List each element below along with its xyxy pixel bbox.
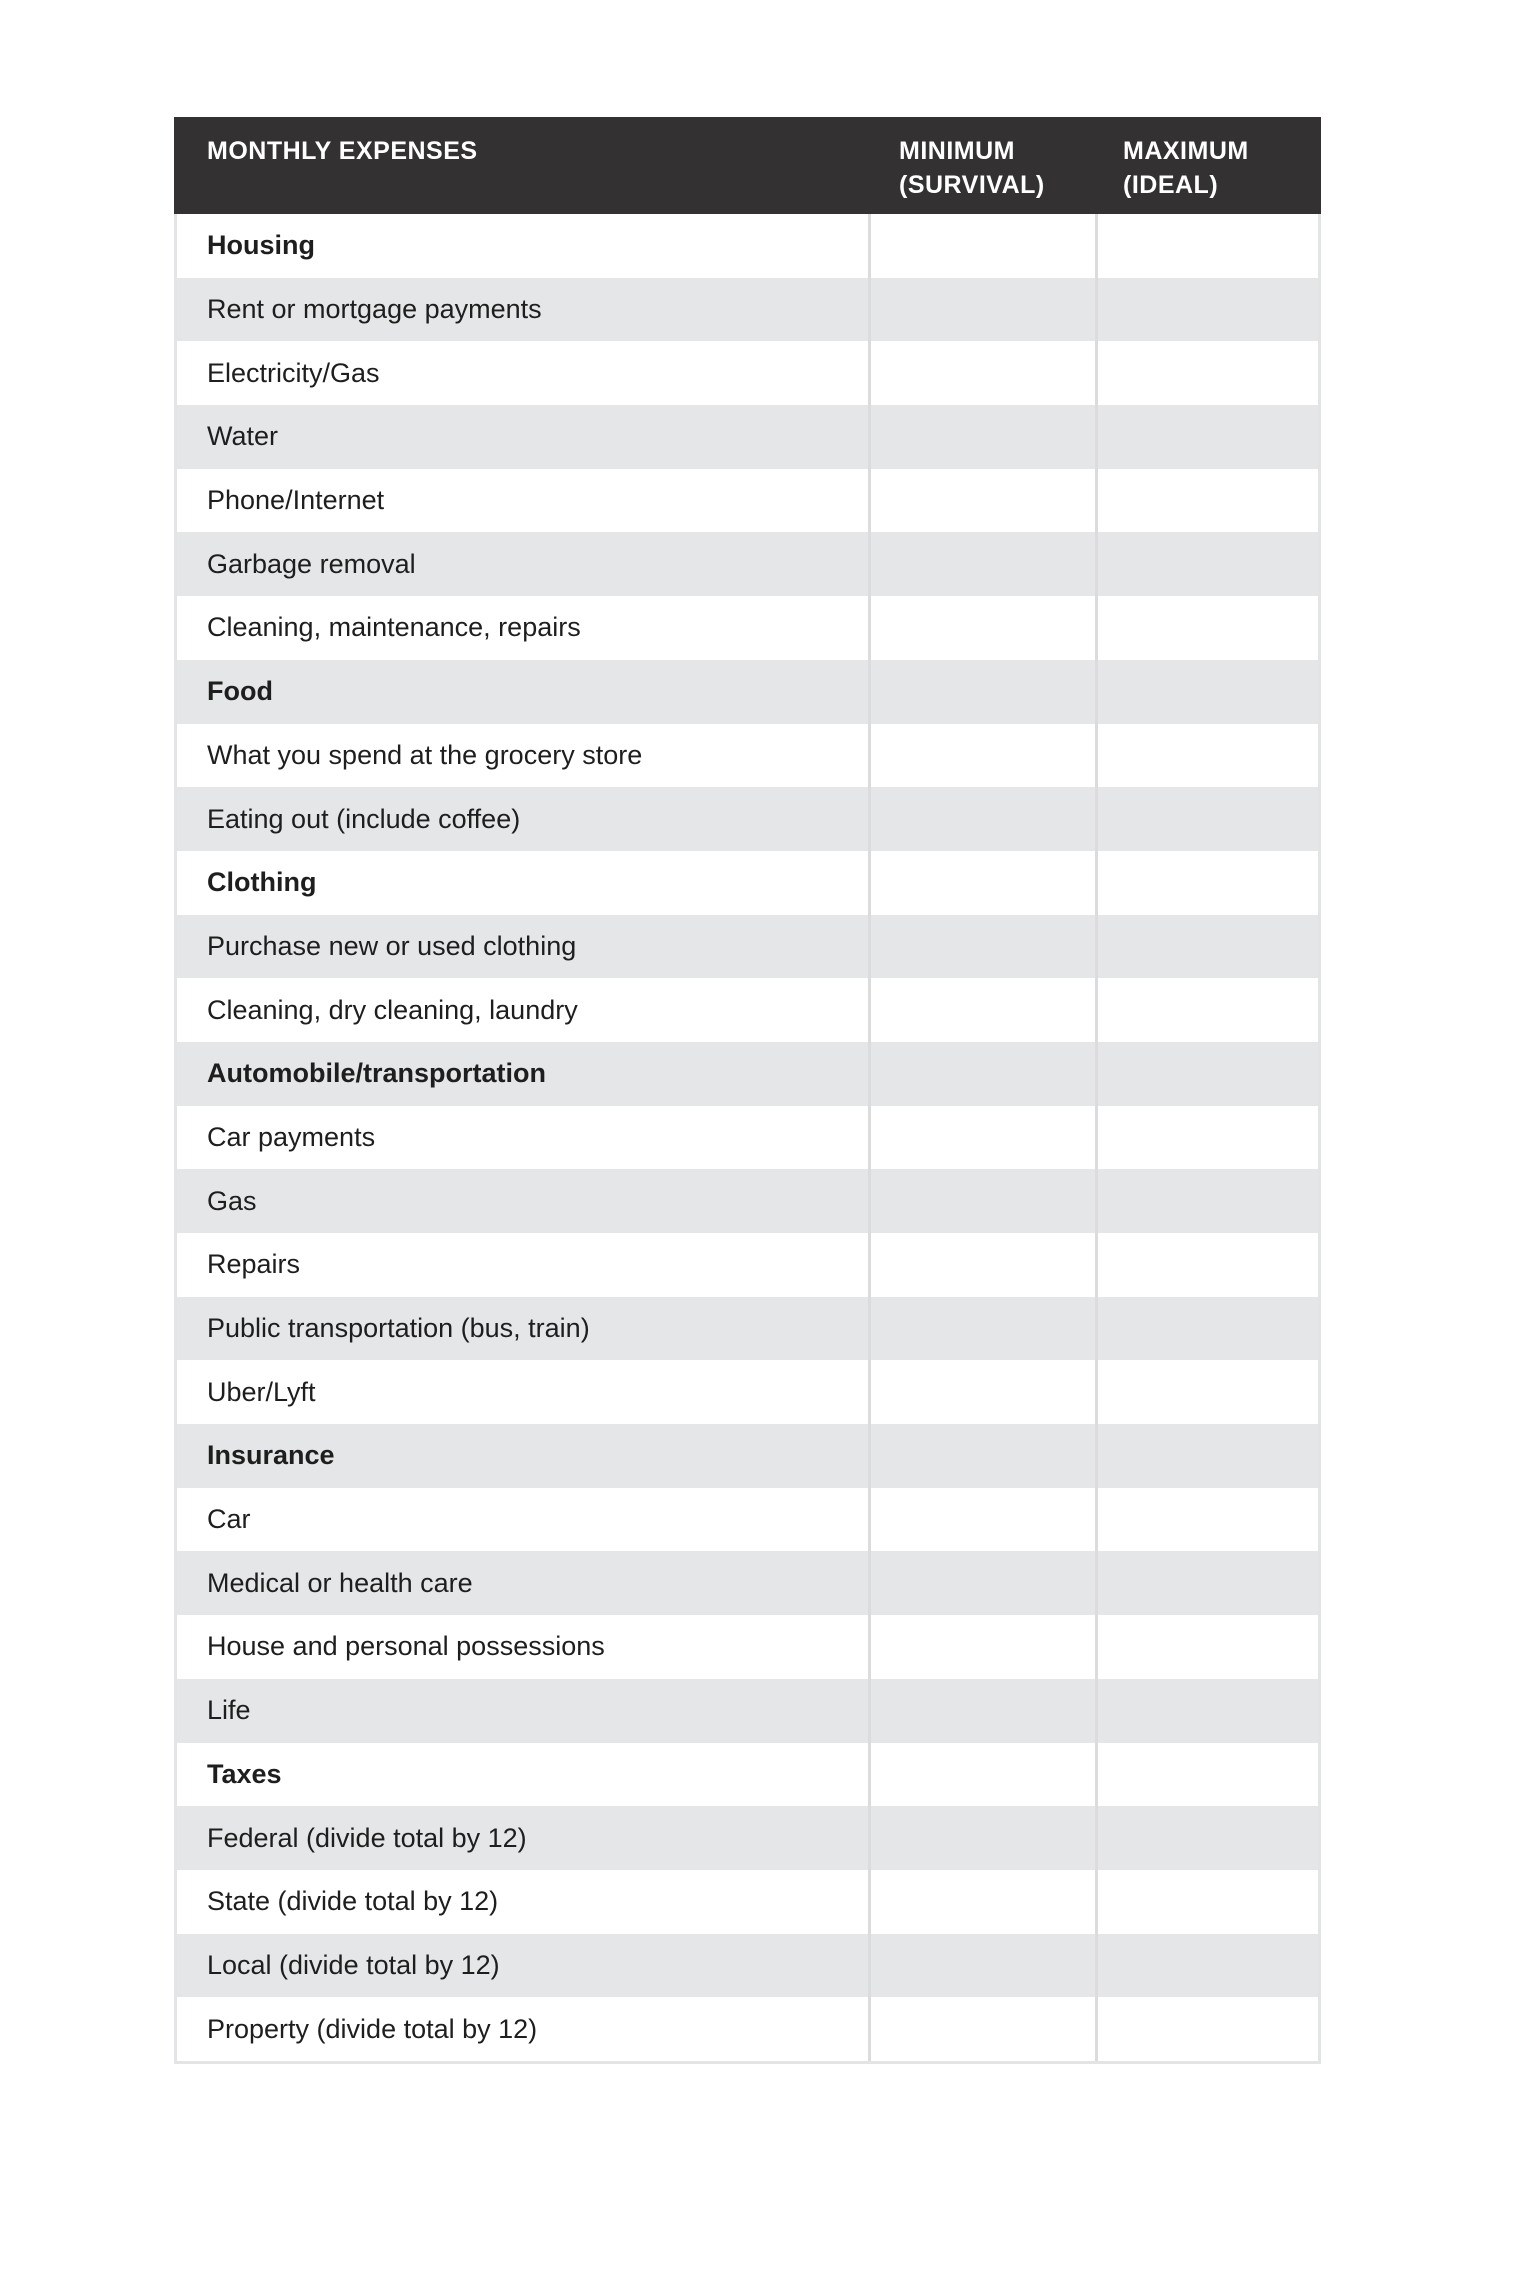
category-label: Taxes: [207, 1758, 282, 1789]
table-row: [177, 469, 1318, 533]
table-row: [177, 724, 1318, 788]
expense-label: Gas: [207, 1185, 257, 1216]
minimum-cell[interactable]: [868, 1360, 1095, 1424]
table-row: [177, 1551, 1318, 1615]
maximum-cell[interactable]: [1095, 405, 1318, 469]
category-row: [177, 851, 1318, 915]
table-row: [177, 1106, 1318, 1170]
maximum-cell[interactable]: [1095, 1870, 1318, 1934]
table-header: [174, 117, 1321, 214]
table-row: [177, 1169, 1318, 1233]
expense-label: Eating out (include coffee): [207, 803, 521, 834]
expense-label: Repairs: [207, 1249, 301, 1280]
maximum-cell[interactable]: [1095, 1615, 1318, 1679]
expense-label: Purchase new or used clothing: [207, 930, 577, 961]
expense-label: Rent or mortgage payments: [207, 294, 542, 325]
maximum-cell[interactable]: [1095, 660, 1318, 724]
expense-label: Cleaning, maintenance, repairs: [207, 612, 581, 643]
header-monthly-expenses: MONTHLY EXPENSES: [207, 137, 478, 165]
minimum-cell[interactable]: [868, 1106, 1095, 1170]
maximum-cell[interactable]: [1095, 1424, 1318, 1488]
table-row: [177, 1997, 1318, 2061]
header-minimum: MINIMUM (SURVIVAL): [899, 137, 1045, 199]
maximum-cell[interactable]: [1095, 214, 1318, 278]
minimum-cell[interactable]: [868, 214, 1095, 278]
table-row: [177, 278, 1318, 342]
maximum-cell[interactable]: [1095, 1488, 1318, 1552]
table-row: [177, 405, 1318, 469]
maximum-cell[interactable]: [1095, 978, 1318, 1042]
maximum-cell[interactable]: [1095, 1679, 1318, 1743]
table-row: [177, 978, 1318, 1042]
category-row: [177, 1042, 1318, 1106]
maximum-cell[interactable]: [1095, 1806, 1318, 1870]
minimum-cell[interactable]: [868, 1551, 1095, 1615]
table-row: [177, 1297, 1318, 1361]
monthly-expenses-table: [174, 117, 1321, 2064]
minimum-cell[interactable]: [868, 1997, 1095, 2061]
category-row: [177, 1743, 1318, 1807]
table-row: [177, 532, 1318, 596]
table-row: [177, 1934, 1318, 1998]
maximum-cell[interactable]: [1095, 1169, 1318, 1233]
minimum-cell[interactable]: [868, 1679, 1095, 1743]
maximum-cell[interactable]: [1095, 596, 1318, 660]
expense-label: Uber/Lyft: [207, 1376, 316, 1407]
expense-label: Car payments: [207, 1121, 376, 1152]
maximum-cell[interactable]: [1095, 1743, 1318, 1807]
maximum-cell[interactable]: [1095, 851, 1318, 915]
expense-label: Car: [207, 1504, 251, 1535]
table-row: [177, 341, 1318, 405]
minimum-cell[interactable]: [868, 915, 1095, 979]
minimum-cell[interactable]: [868, 724, 1095, 788]
maximum-cell[interactable]: [1095, 1997, 1318, 2061]
maximum-cell[interactable]: [1095, 278, 1318, 342]
maximum-cell[interactable]: [1095, 1106, 1318, 1170]
maximum-cell[interactable]: [1095, 532, 1318, 596]
minimum-cell[interactable]: [868, 469, 1095, 533]
expense-label: Electricity/Gas: [207, 357, 380, 388]
table-row: [177, 1233, 1318, 1297]
expense-label: Water: [207, 421, 279, 452]
table-row: [177, 1360, 1318, 1424]
maximum-cell[interactable]: [1095, 341, 1318, 405]
minimum-cell[interactable]: [868, 341, 1095, 405]
minimum-cell[interactable]: [868, 1615, 1095, 1679]
expense-label: Medical or health care: [207, 1567, 473, 1598]
minimum-cell[interactable]: [868, 1806, 1095, 1870]
category-label: Automobile/transportation: [207, 1058, 546, 1089]
header-maximum: MAXIMUM (IDEAL): [1123, 137, 1249, 199]
category-row: [177, 1424, 1318, 1488]
expense-label: Garbage removal: [207, 548, 416, 579]
minimum-cell[interactable]: [868, 1870, 1095, 1934]
maximum-cell[interactable]: [1095, 1551, 1318, 1615]
minimum-cell[interactable]: [868, 1424, 1095, 1488]
expense-label: State (divide total by 12): [207, 1886, 499, 1917]
maximum-cell[interactable]: [1095, 1934, 1318, 1998]
maximum-cell[interactable]: [1095, 1360, 1318, 1424]
table-row: [177, 596, 1318, 660]
expense-label: Public transportation (bus, train): [207, 1313, 590, 1344]
table-row: [177, 1806, 1318, 1870]
minimum-cell[interactable]: [868, 787, 1095, 851]
minimum-cell[interactable]: [868, 851, 1095, 915]
minimum-cell[interactable]: [868, 660, 1095, 724]
minimum-cell[interactable]: [868, 1297, 1095, 1361]
category-label: Housing: [207, 230, 315, 261]
expense-label: Local (divide total by 12): [207, 1949, 500, 1980]
minimum-cell[interactable]: [868, 278, 1095, 342]
minimum-cell[interactable]: [868, 978, 1095, 1042]
minimum-cell[interactable]: [868, 1934, 1095, 1998]
minimum-cell[interactable]: [868, 1743, 1095, 1807]
maximum-cell[interactable]: [1095, 724, 1318, 788]
category-row: [177, 214, 1318, 278]
maximum-cell[interactable]: [1095, 469, 1318, 533]
minimum-cell[interactable]: [868, 1233, 1095, 1297]
expense-label: Federal (divide total by 12): [207, 1822, 527, 1853]
expense-label: What you spend at the grocery store: [207, 739, 643, 770]
maximum-cell[interactable]: [1095, 787, 1318, 851]
expense-label: Property (divide total by 12): [207, 2013, 538, 2044]
expense-label: Phone/Internet: [207, 485, 385, 516]
minimum-cell[interactable]: [868, 532, 1095, 596]
table-row: [177, 1870, 1318, 1934]
category-label: Clothing: [207, 867, 317, 898]
category-label: Food: [207, 676, 273, 707]
minimum-cell[interactable]: [868, 596, 1095, 660]
category-row: [177, 660, 1318, 724]
minimum-cell[interactable]: [868, 1169, 1095, 1233]
minimum-cell[interactable]: [868, 405, 1095, 469]
maximum-cell[interactable]: [1095, 1233, 1318, 1297]
table-row: [177, 1679, 1318, 1743]
table-row: [177, 1488, 1318, 1552]
category-label: Insurance: [207, 1440, 335, 1471]
minimum-cell[interactable]: [868, 1488, 1095, 1552]
maximum-cell[interactable]: [1095, 915, 1318, 979]
maximum-cell[interactable]: [1095, 1042, 1318, 1106]
maximum-cell[interactable]: [1095, 1297, 1318, 1361]
minimum-cell[interactable]: [868, 1042, 1095, 1106]
table-row: [177, 787, 1318, 851]
expense-label: Cleaning, dry cleaning, laundry: [207, 994, 578, 1025]
expense-label: House and personal possessions: [207, 1631, 605, 1662]
expense-label: Life: [207, 1695, 251, 1726]
table-row: [177, 915, 1318, 979]
table-body: [177, 214, 1318, 2061]
table-row: [177, 1615, 1318, 1679]
